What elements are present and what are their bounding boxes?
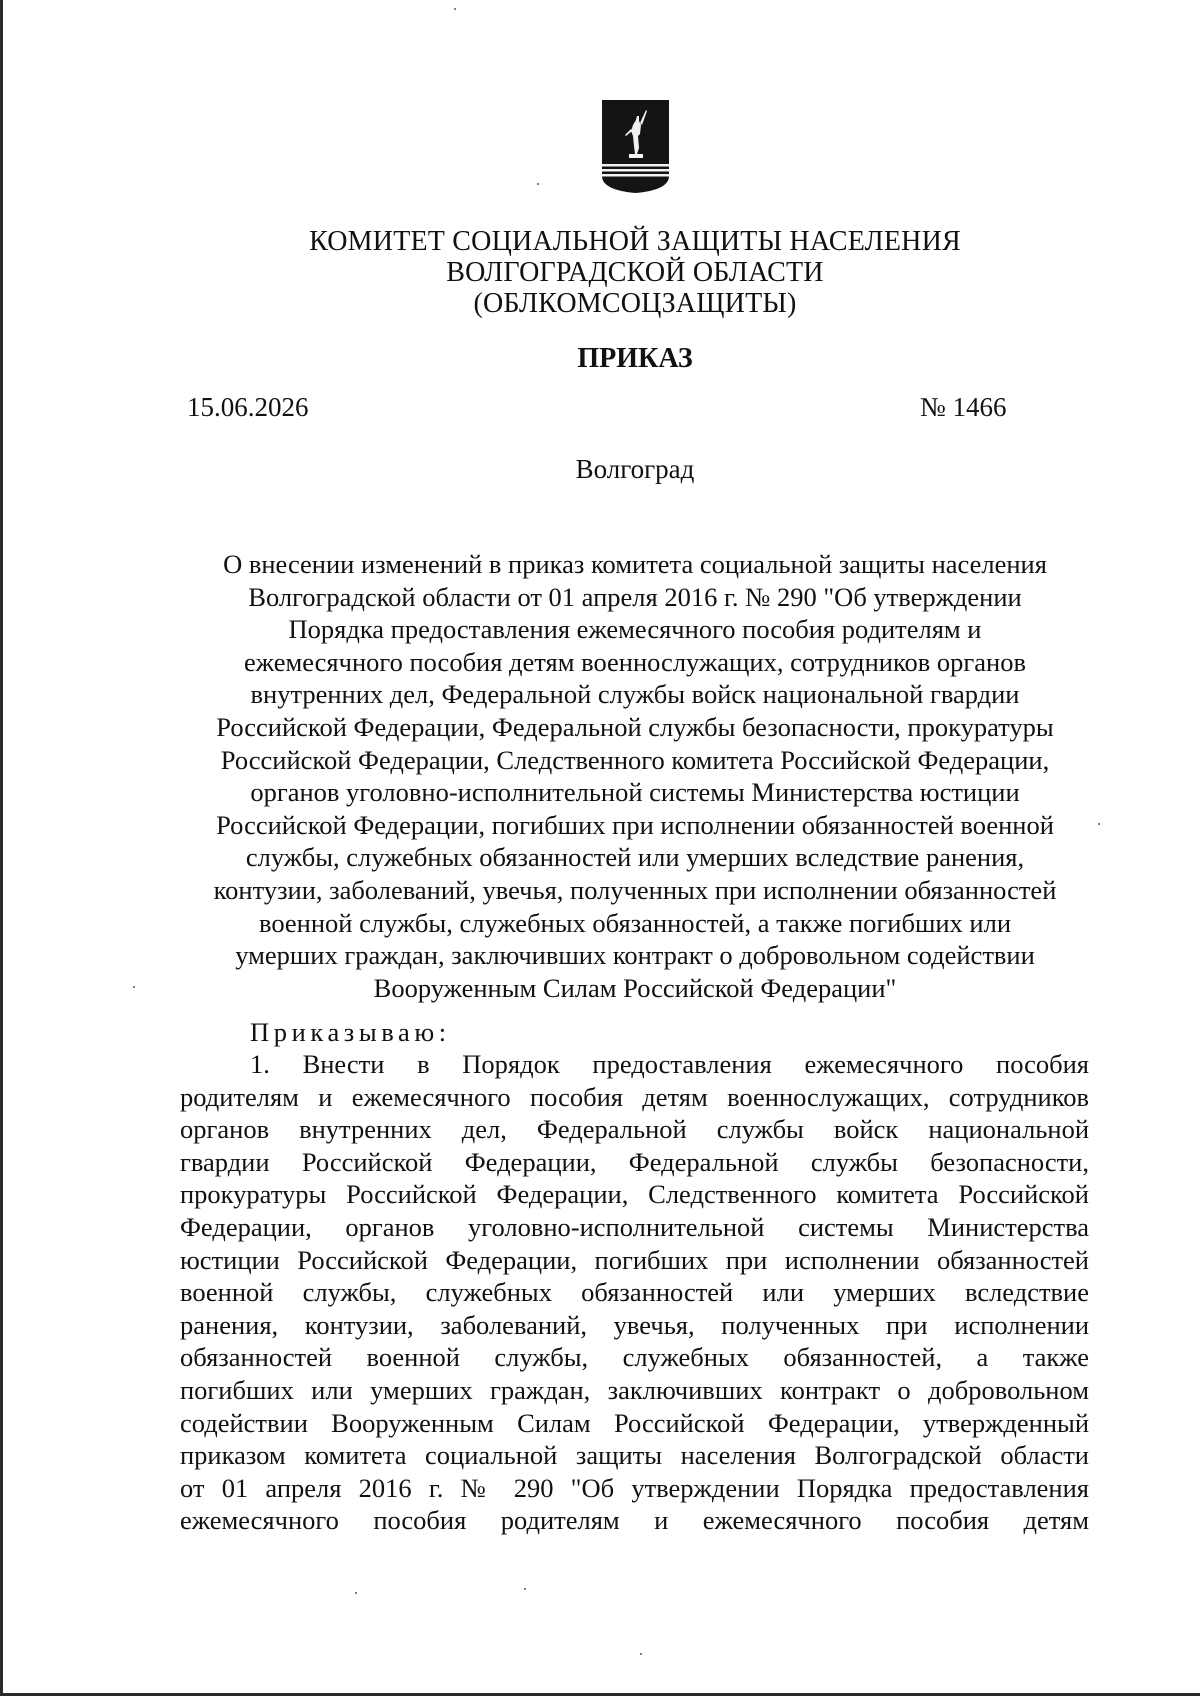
subject-line: умерших граждан, заключивших контракт о добровольном содействии [235, 940, 1035, 971]
paragraph-line: от 01 апреля 2016 г. № 290 "Об утверждении Порядка предоставления [180, 1472, 1089, 1503]
document-date: 15.06.2026 [187, 392, 309, 422]
subject-line: Российской Федерации, Следственного комитета Российской Федерации, [220, 744, 1050, 775]
document-number: № 1466 [920, 392, 1007, 422]
paragraph-line: 1. Внести в Порядок предоставления ежемесячного пособия [250, 1049, 1089, 1079]
paragraph-line: погибших или умерших граждан, заключивших контракт о добровольном [180, 1374, 1089, 1405]
paragraph-line: обязанностей военной службы, служебных обязанностей, а также [180, 1342, 1089, 1373]
subject-line: службы, служебных обязанностей или умерших вследствие ранения, [245, 842, 1025, 873]
scan-speck [640, 1653, 642, 1655]
volgograd-coat-of-arms-icon [600, 98, 671, 194]
organization-name-line: ВОЛГОГРАДСКОЙ ОБЛАСТИ [446, 257, 824, 288]
scan-speck [537, 183, 539, 185]
subject-line: О внесении изменений в приказ комитета социальной защиты населения [223, 549, 1047, 579]
order-paragraph-1 [180, 1048, 1089, 1537]
scan-speck [1098, 823, 1100, 825]
subject-line: ежемесячного пособия детям военнослужащих, сотрудников органов [244, 646, 1026, 677]
subject-line: органов уголовно-исполнительной системы Министерства юстиции [250, 777, 1020, 808]
subject-line: военной службы, служебных обязанностей, а также погибших или [258, 907, 1011, 938]
paragraph-line: ежемесячного пособия родителям и ежемесячного пособия детям [180, 1505, 1089, 1536]
paragraph-line: военной службы, служебных обязанностей или умерших вследствие [180, 1277, 1089, 1308]
subject-line: внутренних дел, Федеральной службы войск национальной гвардии [250, 679, 1020, 710]
organization-name [200, 226, 1070, 319]
paragraph-line: гвардии Российской Федерации, Федеральной службы безопасности, [180, 1146, 1089, 1177]
document-subject [170, 548, 1100, 1004]
paragraph-line: юстиции Российской Федерации, погибших при исполнении обязанностей [180, 1244, 1089, 1275]
subject-line: Российской Федерации, погибших при исполнении обязанностей военной [216, 809, 1054, 840]
scan-left-edge [0, 0, 3, 1696]
paragraph-line: Федерации, органов уголовно-исполнительной системы Министерства [180, 1211, 1089, 1242]
paragraph-line: ранения, контузии, заболеваний, увечья, полученных при исполнении [180, 1309, 1089, 1340]
paragraph-line: прокуратуры Российской Федерации, Следственного комитета Российской [180, 1179, 1089, 1210]
scan-speck [133, 986, 135, 988]
subject-line: Российской Федерации, Федеральной службы безопасности, прокуратуры [216, 711, 1054, 742]
scan-speck [454, 8, 456, 10]
document-city: Волгоград [575, 454, 695, 484]
subject-line: Волгоградской области от 01 апреля 2016 г. № 290 "Об утверждении [248, 581, 1022, 612]
order-directive: Приказываю: [250, 1017, 451, 1047]
paragraph-line: содействии Вооруженным Силам Российской Федерации, утвержденный [180, 1407, 1089, 1438]
paragraph-line: приказом комитета социальной защиты населения Волгоградской области [180, 1440, 1089, 1471]
organization-name-line: КОМИТЕТ СОЦИАЛЬНОЙ ЗАЩИТЫ НАСЕЛЕНИЯ [309, 226, 961, 257]
paragraph-line: органов внутренних дел, Федеральной службы войск национальной [180, 1114, 1089, 1145]
paragraph-line: родителям и ежемесячного пособия детям военнослужащих, сотрудников [180, 1081, 1089, 1112]
scan-speck [355, 1592, 357, 1594]
subject-line: Вооруженным Силам Российской Федерации" [373, 972, 897, 1003]
scan-speck [524, 1588, 526, 1590]
subject-line: Порядка предоставления ежемесячного пособия родителям и [288, 614, 982, 645]
subject-line: контузии, заболеваний, увечья, полученных при исполнении обязанностей [213, 874, 1057, 905]
organization-name-line: (ОБЛКОМСОЦЗАЩИТЫ) [473, 288, 797, 319]
document-type: ПРИКАЗ [577, 343, 693, 374]
